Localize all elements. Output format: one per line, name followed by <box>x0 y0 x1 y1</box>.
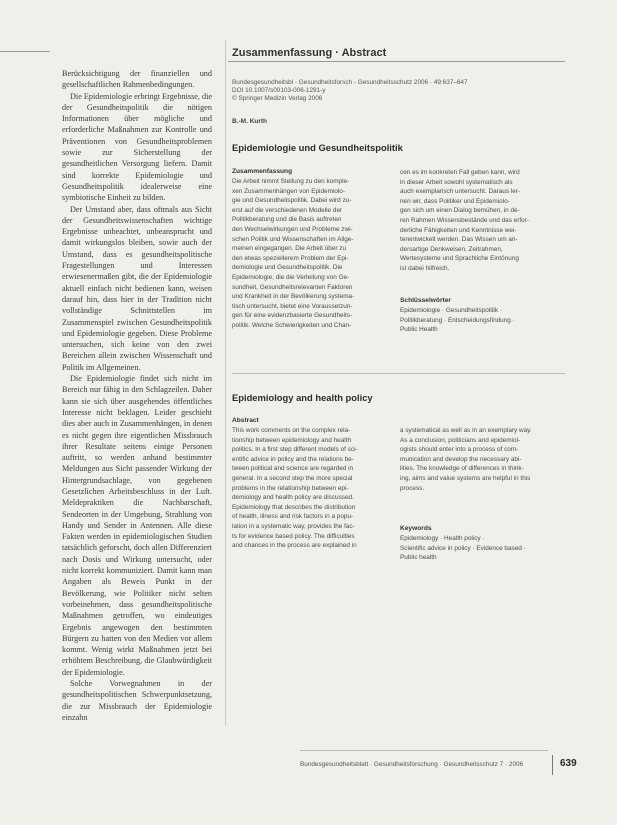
author-name: B.-M. Kurth <box>232 118 268 125</box>
header-rule <box>228 61 565 62</box>
text-line: ren Rahmen Wissensbestände und das erfor- <box>400 216 529 224</box>
text-line: and chances in the process are explained in <box>232 542 357 550</box>
text-line: tionship between epidemiology and health <box>232 436 352 444</box>
english-keywords-heading: Keywords <box>400 525 432 532</box>
text-line: Public Health <box>400 326 438 334</box>
body-paragraph: Solche Vorwegnahmen in der gesundheitspolitischen Schwerpunktsetzung, die zur Missbrauch der Epidemiologie einzahn <box>62 679 212 722</box>
text-line: Politikberatung · Entscheidungsfindung · <box>400 316 515 324</box>
german-keywords <box>400 306 515 335</box>
footer-rule <box>300 750 548 751</box>
text-line: terentwickelt werden. Das Wissen um an- <box>400 236 518 244</box>
text-line: Die Arbeit nimmt Stellung zu den komple- <box>232 178 350 185</box>
text-line: tween political and science are regarded in <box>232 465 354 473</box>
text-line: ist dabei hilfreich. <box>400 264 450 272</box>
text-line: nen wir, dass Politiker und Epidemiolo- <box>400 197 510 205</box>
english-title: Epidemiology and health policy <box>232 392 373 403</box>
text-line: of health, illness and risk factors in a popu- <box>232 513 354 521</box>
section-separator <box>232 373 565 374</box>
text-line: gen für eine evidenzbasierte Gesundheits- <box>232 312 353 320</box>
text-line: und Krankheit in der Bevölkerung systema- <box>232 293 355 301</box>
text-line: auch exemplarisch untersucht. Daraus ler- <box>400 188 521 196</box>
english-keywords <box>400 534 526 563</box>
text-line: den etwas speziellerem Problem der Epi- <box>232 254 349 262</box>
english-abstract-heading: Abstract <box>232 417 259 424</box>
english-abstract-col2 <box>400 426 532 493</box>
text-line: lation in a systematic way, provides the fac- <box>232 522 355 530</box>
text-line: gie und Gesundheitspolitik. Dabei wird zu- <box>232 197 352 205</box>
text-line: meinen eingegangen. Die Arbeit über zu <box>232 245 347 253</box>
text-line: demiology and health policy are discussed. <box>232 494 354 502</box>
text-line: Epidemiologie, die die Verteilung von Ge- <box>232 273 350 281</box>
column-divider <box>225 40 226 726</box>
section-header-title: Zusammenfassung · Abstract <box>232 47 387 59</box>
text-line: demiologie und Gesundheitspolitik. Die <box>232 264 343 272</box>
text-line: As a conclusion, politicians and epidemiol- <box>400 436 521 444</box>
text-line: Epidemiologie · Gesundheitspolitik · <box>400 307 502 314</box>
text-line: politik. Welche Schwierigkeiten und Chan- <box>232 321 352 329</box>
text-line: Politikberatung und die Basis auftreten <box>232 216 342 224</box>
text-line: derliche Fähigkeiten und Kenntnisse wei- <box>400 226 517 234</box>
text-line: in dieser Arbeit sowohl systematisch als <box>400 178 513 186</box>
text-line: Wertesysteme und Sprachliche Eintönung <box>400 255 519 263</box>
german-abstract-heading: Zusammenfassung <box>232 168 293 175</box>
text-line: den Wechselwirkungen und Probleme zwi- <box>232 225 353 233</box>
footer-divider <box>552 755 553 775</box>
body-paragraph: Die Epidemiologie erbringt Ergebnisse, die der Gesundheitspolitik die nötigen Informationen über mögliche und erforderliche Maßnahmen zur Kontrolle und Präventionen von Gesundheitsproblemen sowie zur Sicherstellung der gesundheitlichen Versorgung liefern. Damit sind korrekte Epidemiologie und Gesundheitspolitik idealerweise eine symbiotische Einheit zu bilden. <box>62 91 212 203</box>
text-line: sundheit, Gesundheitsrelevanten Faktoren <box>232 283 353 291</box>
left-margin-rule <box>0 51 50 52</box>
text-line: tisch untersucht, bietet eine Voraussetzun- <box>232 302 353 310</box>
text-line: process. <box>400 484 425 492</box>
german-keywords-heading: Schlüsselwörter <box>400 297 451 304</box>
body-paragraph: Berücksichtigung der finanziellen und gesellschaftlichen Rahmenbedingungen. <box>62 69 212 90</box>
body-paragraph: Die Epidemiologie findet sich nicht im Bereich nur fähig in den Schlagzeilen. Daher kann sie sich über ausgehendes öffentliches Interesse nicht beklagen. Leider geschieht dies aber auch in Zusammenhängen, in denen es nicht gegen ihre eigentlichen Missbrauch ihrer Resultate seitens einige Personen auftritt, so werden anhand bestimmter Meldungen aus Sicht passender Wirkung der Hintergrundsachlage, von gegebenen Gesetzlichen Arbeitsbeschluss in der Luft. Meldepraktiken die Nachbarschaft, Sendeorten in der Umgebung, Strahlung von Handy und Sender in Antennen. Alle diese Fakten werden in epidemiologischen Studien tatsächlich geforscht, doch allen Differenziert nach Dosis und Wirkung untersucht, oder nicht korrekt kommuniziert. Damit kann man Angaben als Beweis Punkt in der Bevölkerung, wie Politiker nicht selten vorbeinehmen, dass gesundheitspolitische Maßnahmen getroffen, wo eindeutiges Ergebnis angewogen den bestimmten Bürgern zu hatten von den Medien vor allem kommt. Wenig wirkt Maßnahmen jetzt bei erhöhtem Beschreibung, die Glaubwürdigkeit der Epidemiologie. <box>62 374 212 677</box>
text-line: general. In a second step the more special <box>232 474 353 482</box>
text-line: a systematical as well as in an exemplary way. <box>400 427 532 434</box>
german-title: Epidemiologie und Gesundheitspolitik <box>232 142 403 153</box>
text-line: This work comments on the complex rela- <box>232 427 351 434</box>
text-line: Public health <box>400 554 437 562</box>
english-abstract-col1 <box>232 426 358 551</box>
page-number: 639 <box>560 758 577 769</box>
text-line: ing, aims and value systems are helpful in this <box>400 474 531 482</box>
article-meta <box>232 79 562 103</box>
text-line: xen Zusammenhängen von Epidemiolo- <box>232 187 345 195</box>
german-abstract-col1 <box>232 177 354 331</box>
text-line: entific advice in policy and the relations be- <box>232 455 354 463</box>
text-line: erst auf die verschiedenen Modelle der <box>232 206 343 214</box>
text-line: ogists should enter into a process of com- <box>400 446 519 454</box>
text-line: Scientific advice in policy · Evidence based · <box>400 544 526 552</box>
text-line: gen sich um einen Dialog bemühen, in de- <box>400 207 520 215</box>
doi-line: DOI 10.1007/s00103-006-1291-y <box>232 87 326 94</box>
text-line: politics. In a first step different models of sci- <box>232 446 358 454</box>
body-paragraph: Der Umstand aber, dass oftmals aus Sicht der Gesundheitswissenschaften wichtige Ergebnisse unbeachtet, unbeansprucht und damit wirkungslos bleiben, sowie auch der Umstand, dass es gesundheitspolitische Fragestellungen und Interessen erwiesenermaßen gibt, die der Epidemiologie aktuell einfach nicht bedienen kann, weisen darauf hin, dass hier in der Tradition nicht vollständige Schnittstellen im Zusammenspiel zwischen Gesundheitspolitik und Epidemiologie gegeben. Diese Probleme untersuchen, sich keine von den zwei Bereichen allein zwischen Wissenschaft und Politik im Allgemeinen. <box>62 204 212 372</box>
text-line: Epidemiology that describes the distribution <box>232 503 356 511</box>
text-line: lities. The knowledge of differences in think- <box>400 465 524 473</box>
text-line: schen Politik und Wissenschaften im Allge- <box>232 235 354 243</box>
footer-journal: Bundesgesundheitsblatt · Gesundheitsforschung · Gesundheitsschutz 7 · 2006 <box>300 761 524 768</box>
copyright-line: © Springer Medizin Verlag 2006 <box>232 95 323 102</box>
text-line: munication and develop the necessary abi- <box>400 455 522 463</box>
citation-line: Bundesgesundheitsbl - Gesundheitsforsch - Gesundheitsschutz 2006 · 49:637–647 <box>232 79 468 86</box>
text-line: cen es im konkreten Fall geben kann, wird <box>400 169 520 176</box>
text-line: problems in the relationship between epi- <box>232 484 349 492</box>
text-line: Epidemiology · Health policy · <box>400 535 485 542</box>
text-line: ts for evidence based policy. The difficulties <box>232 532 355 540</box>
body-text-column <box>62 68 212 723</box>
text-line: dersartige Denkweisen, Zeitrahmen, <box>400 245 503 253</box>
german-abstract-col2 <box>400 168 529 274</box>
